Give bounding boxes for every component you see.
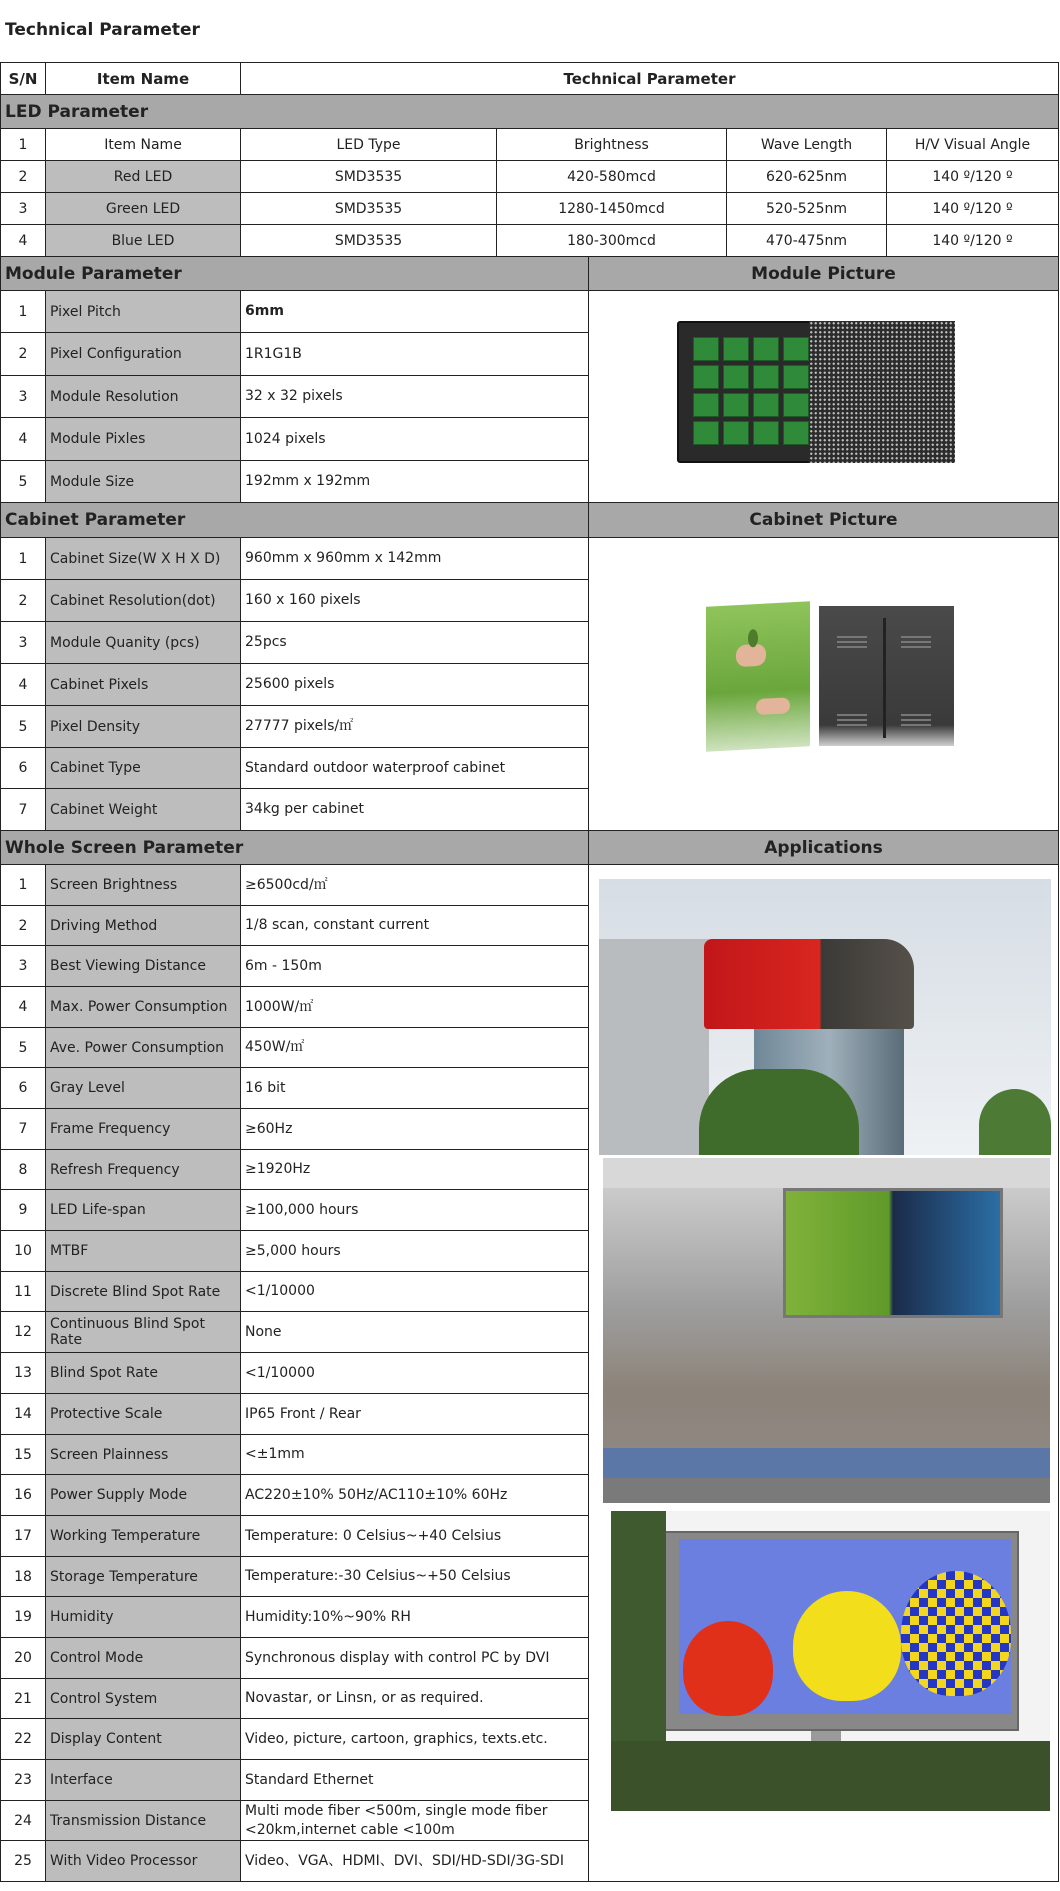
led-row-brightness: 180-300mcd: [496, 224, 727, 257]
cabinet-picture-area: [588, 537, 1059, 831]
section-screen-picture-title: Applications: [588, 830, 1059, 865]
cabinet-back-image: [819, 606, 954, 746]
screen-row-value: 1/8 scan, constant current: [240, 905, 589, 946]
screen-row-value: Temperature:-30 Celsius~+50 Celsius: [240, 1556, 589, 1597]
module-row-sn: 5: [0, 460, 46, 503]
cabinet-row-value: 160 x 160 pixels: [240, 579, 589, 622]
application-photo-balloon-billboard: [611, 1511, 1050, 1811]
module-front-image: [809, 321, 955, 463]
screen-row-name: Humidity: [45, 1596, 241, 1638]
header-item-name: Item Name: [45, 62, 241, 95]
screen-row-value: IP65 Front / Rear: [240, 1393, 589, 1435]
module-row-sn: 3: [0, 375, 46, 418]
module-row-sn: 4: [0, 417, 46, 461]
screen-row-value: None: [240, 1311, 589, 1353]
screen-row-value: 1000W/㎡: [240, 986, 589, 1028]
screen-row-sn: 13: [0, 1352, 46, 1394]
screen-row-name: Transmission Distance: [45, 1800, 241, 1841]
module-row-value: 1024 pixels: [240, 417, 589, 461]
module-row-sn: 1: [0, 290, 46, 333]
screen-row-name: Protective Scale: [45, 1393, 241, 1435]
led-row-angle: 140 º/120 º: [886, 160, 1059, 193]
screen-row-value: <±1mm: [240, 1434, 589, 1475]
led-row-name: Red LED: [45, 160, 241, 193]
module-row-sn: 2: [0, 332, 46, 376]
module-row-name: Module Size: [45, 460, 241, 503]
screen-row-sn: 5: [0, 1027, 46, 1068]
page-title: Technical Parameter: [5, 20, 200, 40]
cabinet-row-name: Module Quanity (pcs): [45, 621, 241, 664]
screen-row-value: ≥6500cd/㎡: [240, 864, 589, 906]
screen-row-name: MTBF: [45, 1230, 241, 1272]
cabinet-row-sn: 1: [0, 537, 46, 580]
screen-row-name: With Video Processor: [45, 1840, 241, 1882]
screen-row-name: LED Life-span: [45, 1189, 241, 1231]
screen-row-value: ≥60Hz: [240, 1108, 589, 1150]
led-header-sn: 1: [0, 128, 46, 161]
screen-row-name: Screen Plainness: [45, 1434, 241, 1475]
applications-picture-area: [588, 864, 1059, 1882]
cabinet-row-sn: 6: [0, 747, 46, 789]
led-row-sn: 4: [0, 224, 46, 257]
screen-row-name: Max. Power Consumption: [45, 986, 241, 1028]
cabinet-front-image: [706, 601, 810, 751]
led-row-brightness: 1280-1450mcd: [496, 192, 727, 225]
application-photo-building-screen: [603, 1158, 1050, 1503]
led-row-wavelength: 520-525nm: [726, 192, 887, 225]
led-row-wavelength: 620-625nm: [726, 160, 887, 193]
screen-row-sn: 2: [0, 905, 46, 946]
screen-row-sn: 15: [0, 1434, 46, 1475]
cabinet-row-value: 960mm x 960mm x 142mm: [240, 537, 589, 580]
module-back-image: [677, 321, 823, 463]
cabinet-row-value: 25pcs: [240, 621, 589, 664]
screen-row-sn: 10: [0, 1230, 46, 1272]
screen-row-sn: 14: [0, 1393, 46, 1435]
led-col-header: Brightness: [496, 128, 727, 161]
screen-row-sn: 17: [0, 1515, 46, 1557]
cabinet-row-value: Standard outdoor waterproof cabinet: [240, 747, 589, 789]
section-module-picture-title: Module Picture: [588, 256, 1059, 291]
screen-row-name: Driving Method: [45, 905, 241, 946]
screen-row-sn: 9: [0, 1189, 46, 1231]
module-row-value: 6mm: [240, 290, 589, 333]
led-row-angle: 140 º/120 º: [886, 224, 1059, 257]
screen-row-sn: 23: [0, 1759, 46, 1801]
screen-row-value: <1/10000: [240, 1352, 589, 1394]
screen-row-sn: 24: [0, 1800, 46, 1841]
module-row-name: Module Resolution: [45, 375, 241, 418]
module-picture-area: [588, 290, 1059, 503]
screen-row-sn: 25: [0, 1840, 46, 1882]
section-cabinet-parameter: Cabinet Parameter: [0, 502, 589, 538]
cabinet-row-value: 34kg per cabinet: [240, 788, 589, 831]
header-sn: S/N: [0, 62, 46, 95]
cabinet-row-name: Cabinet Size(W X H X D): [45, 537, 241, 580]
screen-row-name: Display Content: [45, 1718, 241, 1760]
screen-row-sn: 11: [0, 1271, 46, 1312]
screen-row-name: Ave. Power Consumption: [45, 1027, 241, 1068]
cabinet-row-name: Pixel Density: [45, 705, 241, 748]
module-row-name: Pixel Pitch: [45, 290, 241, 333]
led-col-header: H/V Visual Angle: [886, 128, 1059, 161]
cabinet-row-sn: 2: [0, 579, 46, 622]
led-row-angle: 140 º/120 º: [886, 192, 1059, 225]
led-row-name: Green LED: [45, 192, 241, 225]
screen-row-sn: 21: [0, 1678, 46, 1719]
led-row-sn: 2: [0, 160, 46, 193]
led-row-wavelength: 470-475nm: [726, 224, 887, 257]
screen-row-sn: 6: [0, 1067, 46, 1109]
cabinet-row-sn: 7: [0, 788, 46, 831]
module-row-value: 1R1G1B: [240, 332, 589, 376]
cabinet-row-value: 25600 pixels: [240, 663, 589, 706]
led-row-name: Blue LED: [45, 224, 241, 257]
screen-row-name: Discrete Blind Spot Rate: [45, 1271, 241, 1312]
cabinet-row-name: Cabinet Resolution(dot): [45, 579, 241, 622]
screen-row-sn: 22: [0, 1718, 46, 1760]
cabinet-row-sn: 3: [0, 621, 46, 664]
screen-row-value: Multi mode fiber <500m, single mode fiber <20km,internet cable <100m: [240, 1800, 589, 1841]
screen-row-sn: 7: [0, 1108, 46, 1150]
screen-row-sn: 12: [0, 1311, 46, 1353]
application-photo-curved-screen: [599, 879, 1051, 1155]
section-cabinet-picture-title: Cabinet Picture: [588, 502, 1059, 538]
screen-row-value: Humidity:10%~90% RH: [240, 1596, 589, 1638]
section-screen-parameter: Whole Screen Parameter: [0, 830, 589, 865]
screen-row-name: Screen Brightness: [45, 864, 241, 906]
cabinet-row-name: Cabinet Pixels: [45, 663, 241, 706]
cabinet-row-name: Cabinet Weight: [45, 788, 241, 831]
screen-row-sn: 1: [0, 864, 46, 906]
led-col-header: LED Type: [240, 128, 497, 161]
screen-row-value: Video, picture, cartoon, graphics, texts.etc.: [240, 1718, 589, 1760]
header-technical-parameter: Technical Parameter: [240, 62, 1059, 95]
screen-row-value: Synchronous display with control PC by DVI: [240, 1637, 589, 1679]
screen-row-name: Working Temperature: [45, 1515, 241, 1557]
screen-row-name: Power Supply Mode: [45, 1474, 241, 1516]
screen-row-value: AC220±10% 50Hz/AC110±10% 60Hz: [240, 1474, 589, 1516]
screen-row-value: 450W/㎡: [240, 1027, 589, 1068]
screen-row-name: Control System: [45, 1678, 241, 1719]
screen-row-value: Standard Ethernet: [240, 1759, 589, 1801]
section-led-parameter: LED Parameter: [0, 94, 1059, 129]
led-row-type: SMD3535: [240, 224, 497, 257]
screen-row-sn: 3: [0, 945, 46, 987]
screen-row-name: Interface: [45, 1759, 241, 1801]
screen-row-sn: 20: [0, 1637, 46, 1679]
led-row-brightness: 420-580mcd: [496, 160, 727, 193]
screen-row-sn: 16: [0, 1474, 46, 1516]
screen-row-value: ≥5,000 hours: [240, 1230, 589, 1272]
cabinet-row-value: 27777 pixels/㎡: [240, 705, 589, 748]
led-col-header: Wave Length: [726, 128, 887, 161]
screen-row-name: Continuous Blind Spot Rate: [45, 1311, 241, 1353]
module-row-value: 32 x 32 pixels: [240, 375, 589, 418]
led-row-sn: 3: [0, 192, 46, 225]
led-col-item-name: Item Name: [45, 128, 241, 161]
screen-row-value: Novastar, or Linsn, or as required.: [240, 1678, 589, 1719]
screen-row-value: ≥100,000 hours: [240, 1189, 589, 1231]
cabinet-row-sn: 5: [0, 705, 46, 748]
screen-row-name: Blind Spot Rate: [45, 1352, 241, 1394]
screen-row-sn: 19: [0, 1596, 46, 1638]
screen-row-value: ≥1920Hz: [240, 1149, 589, 1190]
led-row-type: SMD3535: [240, 192, 497, 225]
module-row-name: Pixel Configuration: [45, 332, 241, 376]
screen-row-name: Frame Frequency: [45, 1108, 241, 1150]
screen-row-value: Temperature: 0 Celsius~+40 Celsius: [240, 1515, 589, 1557]
cabinet-row-sn: 4: [0, 663, 46, 706]
screen-row-name: Best Viewing Distance: [45, 945, 241, 987]
module-row-name: Module Pixles: [45, 417, 241, 461]
section-module-parameter: Module Parameter: [0, 256, 589, 291]
module-row-value: 192mm x 192mm: [240, 460, 589, 503]
screen-row-name: Gray Level: [45, 1067, 241, 1109]
screen-row-sn: 18: [0, 1556, 46, 1597]
screen-row-name: Control Mode: [45, 1637, 241, 1679]
led-row-type: SMD3535: [240, 160, 497, 193]
screen-row-sn: 4: [0, 986, 46, 1028]
screen-row-value: <1/10000: [240, 1271, 589, 1312]
screen-row-value: 6m - 150m: [240, 945, 589, 987]
screen-row-name: Refresh Frequency: [45, 1149, 241, 1190]
screen-row-value: Video、VGA、HDMI、DVI、SDI/HD-SDI/3G-SDI: [240, 1840, 589, 1882]
screen-row-name: Storage Temperature: [45, 1556, 241, 1597]
screen-row-value: 16 bit: [240, 1067, 589, 1109]
cabinet-row-name: Cabinet Type: [45, 747, 241, 789]
screen-row-sn: 8: [0, 1149, 46, 1190]
